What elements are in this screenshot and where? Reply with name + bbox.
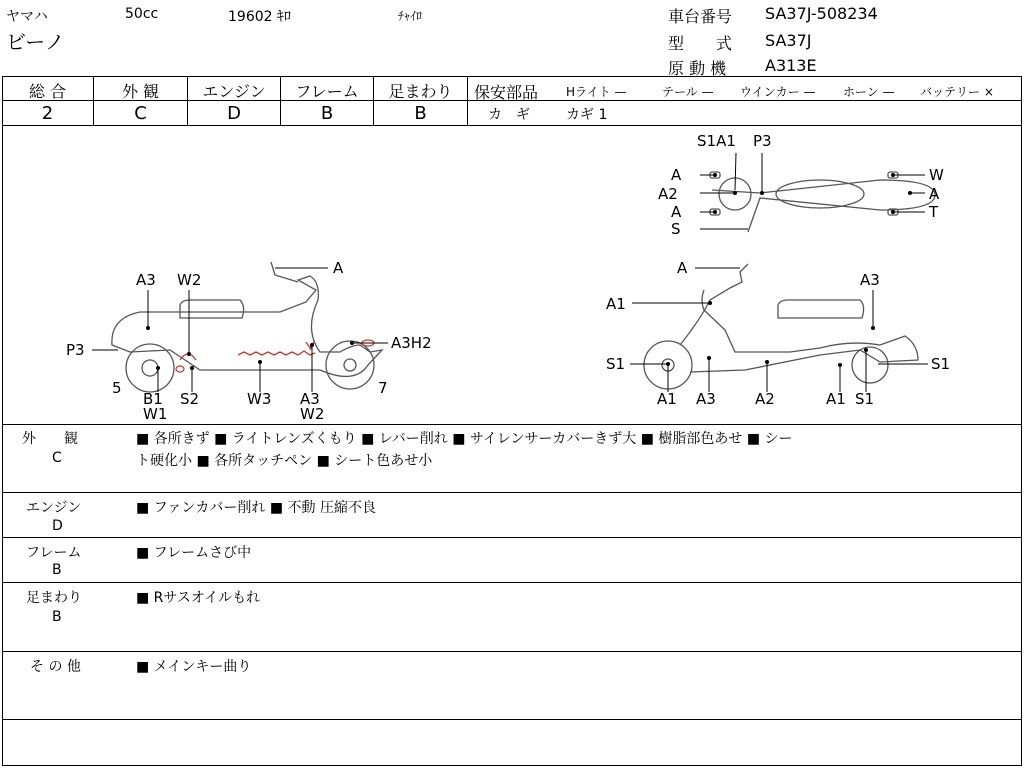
diagram-label: W2 (300, 405, 325, 423)
note-label-exterior: 外 観 (22, 431, 78, 447)
engine-value: A313E (765, 56, 817, 75)
note-text-suspension: ■ Rサスオイルもれ (136, 590, 261, 606)
exterior-label: 外 観 (121, 82, 160, 101)
diagram-label: A1 (657, 390, 677, 408)
note-label-other: そ の 他 (30, 659, 81, 675)
right-view-seat (778, 300, 864, 318)
maker: ヤマハ (6, 9, 48, 25)
diagram-label: S1A1 (697, 132, 736, 150)
model-name: ビーノ (6, 30, 65, 54)
frame-grade: B (320, 103, 334, 124)
safety-winker: ウインカー — (740, 85, 816, 99)
diagram-label: A3H2 (391, 334, 432, 352)
displacement: 50cc (125, 6, 159, 22)
diagram-label: 7 (378, 379, 388, 397)
exterior-grade: C (134, 103, 147, 124)
overall-grade: 2 (41, 103, 54, 124)
note-label-frame: フレーム (26, 545, 82, 561)
diagram-label: A (929, 185, 940, 203)
diagram-label: A3 (696, 390, 716, 408)
diagram-label: 5 (112, 379, 122, 397)
divider (2, 719, 1022, 720)
divider (2, 537, 1022, 538)
key-label: カ ギ (488, 107, 530, 123)
damage-mark (180, 342, 314, 360)
diagram-label: S1 (855, 390, 875, 408)
frame-grade-label: フレーム (295, 82, 359, 101)
suspension-grade: B (414, 103, 427, 124)
diagram-label: T (929, 203, 939, 221)
diagram-label: A1 (826, 390, 846, 408)
divider (2, 582, 1022, 583)
diagram-label: A (671, 166, 682, 184)
safety-label: 保安部品 (474, 83, 539, 102)
diagram-label: A3 (136, 271, 156, 289)
diagram-label: S1 (931, 355, 951, 373)
diagram-label: W3 (247, 390, 272, 408)
engine-grade: D (227, 103, 241, 124)
divider (2, 492, 1022, 493)
note-text-engine: ■ ファンカバー削れ ■ 不動 圧縮不良 (136, 500, 376, 516)
diagram-label: A1 (606, 295, 626, 313)
safety-battery: バッテリー × (920, 85, 994, 99)
safety-headlight: Hライト — (566, 85, 627, 99)
engine-grade-label: エンジン (202, 82, 266, 101)
note-grade-exterior: C (52, 450, 62, 466)
note-text-frame: ■ フレームさび中 (136, 545, 252, 561)
engine-label: 原 動 機 (668, 59, 727, 78)
note-text-other: ■ メインキー曲り (136, 659, 252, 675)
left-view-front-wheel (326, 341, 374, 389)
diagram-label: A2 (658, 185, 678, 203)
note-grade-engine: D (52, 518, 63, 534)
diagram-label: A2 (755, 390, 775, 408)
safety-horn: ホーン — (843, 85, 895, 99)
diagram-label: W2 (177, 271, 202, 289)
diagram-label: A3 (860, 271, 880, 289)
diagram-label: A3 (300, 390, 320, 408)
type-value: SA37J (765, 31, 812, 50)
type-label: 型 式 (668, 34, 733, 53)
note-grade-frame: B (52, 562, 62, 578)
left-view-seat (180, 300, 244, 318)
diagram-label: S2 (180, 390, 200, 408)
right-view-rear-wheel (852, 347, 888, 383)
overall-label: 総 合 (28, 82, 67, 101)
safety-tail: テール — (662, 85, 714, 99)
color: ﾁｬｲﾛ (398, 9, 423, 23)
frame-no: SA37J-508234 (765, 4, 878, 23)
key-value: カギ 1 (566, 107, 608, 123)
divider (2, 651, 1022, 652)
diagram-label: P3 (753, 132, 772, 150)
diagram-label: W1 (143, 405, 168, 423)
note-label-engine: エンジン (26, 500, 82, 516)
suspension-grade-label: 足まわり (388, 82, 453, 101)
diagram-label: A (677, 259, 688, 277)
note-grade-suspension: B (52, 609, 62, 625)
damage-mark (176, 366, 184, 372)
left-view-body (112, 276, 382, 376)
diagram-label: S (671, 220, 681, 238)
note-text-exterior-2: ト硬化小 ■ 各所タッチペン ■ シート色あせ小 (136, 453, 433, 469)
diagram-label: S1 (606, 355, 626, 373)
diagram-label: B1 (143, 390, 163, 408)
frame-no-label: 車台番号 (668, 7, 733, 26)
diagram-label: A (671, 203, 682, 221)
note-label-suspension: 足まわり (26, 590, 82, 606)
note-text-exterior-1: ■ 各所きず ■ ライトレンズくもり ■ レバー削れ ■ サイレンサーカバーきず大 ■ 樹脂部色あせ ■ シー (136, 431, 793, 447)
mileage: 19602 ｷﾛ (228, 9, 291, 25)
diagram-label: A (333, 259, 344, 277)
diagram-label: W (929, 166, 944, 184)
damage-mark (238, 351, 315, 355)
diagram-label: P3 (66, 341, 85, 359)
